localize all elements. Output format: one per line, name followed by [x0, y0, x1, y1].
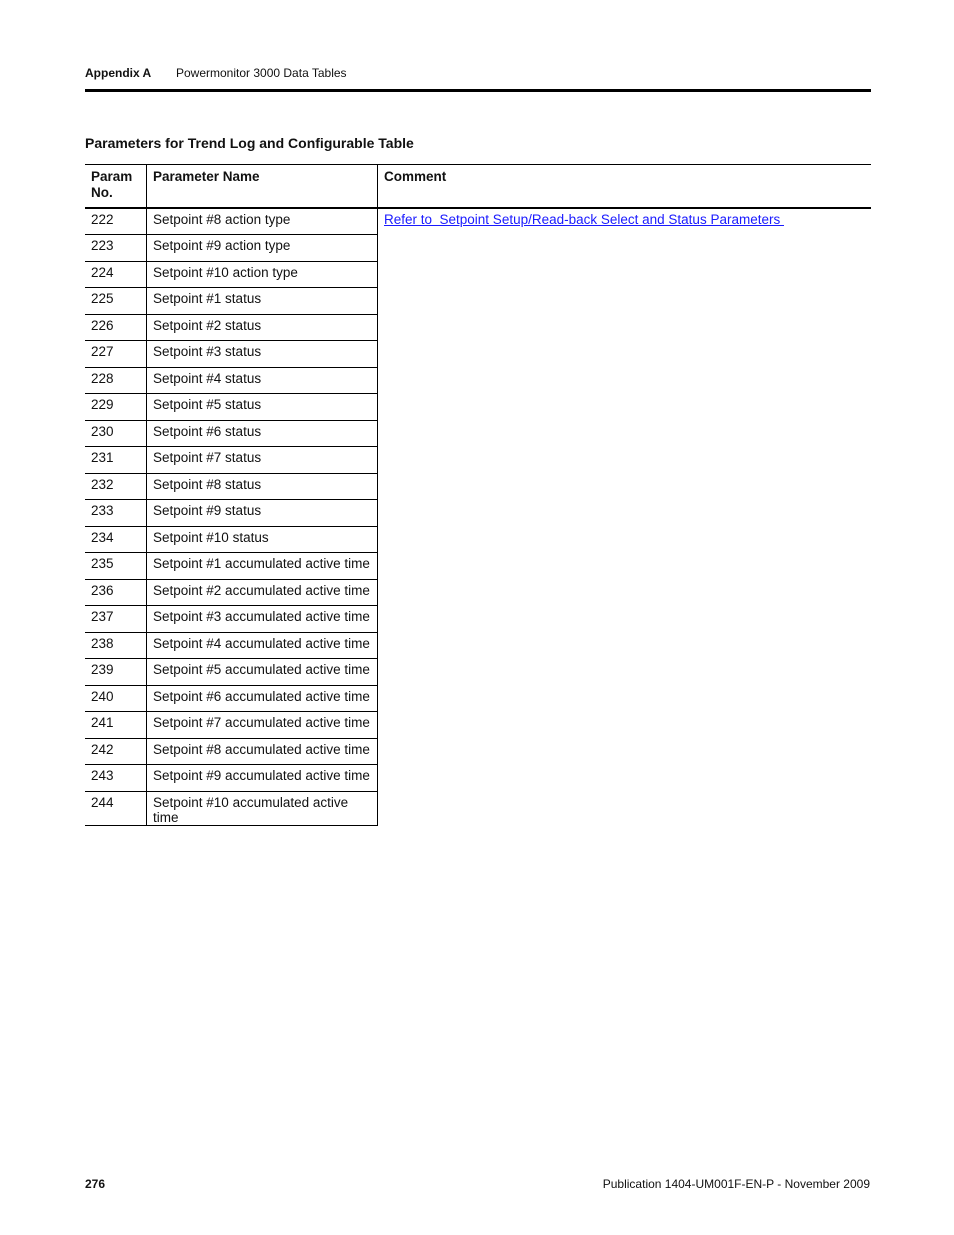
parameter-name-cell: Setpoint #1 status — [147, 288, 378, 315]
parameter-name-cell: Setpoint #10 status — [147, 526, 378, 553]
param-number-cell: 243 — [85, 765, 147, 792]
parameter-name-cell: Setpoint #3 accumulated active time — [147, 606, 378, 633]
parameter-name-cell: Setpoint #10 accumulated active time — [147, 791, 378, 825]
setpoint-parameters-link[interactable]: Refer to Setpoint Setup/Read-back Select and Status Parameters — [384, 212, 784, 227]
parameter-name-cell: Setpoint #6 status — [147, 420, 378, 447]
parameter-name-cell: Setpoint #10 action type — [147, 261, 378, 288]
param-number-cell: 241 — [85, 712, 147, 739]
page-header — [85, 66, 871, 92]
param-number-cell: 223 — [85, 235, 147, 262]
param-number-cell: 225 — [85, 288, 147, 315]
parameter-name-cell: Setpoint #5 status — [147, 394, 378, 421]
param-number-cell: 226 — [85, 314, 147, 341]
parameters-table — [85, 164, 871, 826]
param-number-cell: 240 — [85, 685, 147, 712]
parameter-name-cell: Setpoint #9 accumulated active time — [147, 765, 378, 792]
page-number: 276 — [85, 1177, 106, 1191]
table-body — [85, 208, 871, 825]
chapter-title: Powermonitor 3000 Data Tables — [176, 66, 347, 80]
table-row — [85, 208, 871, 235]
parameter-name-cell: Setpoint #8 accumulated active time — [147, 738, 378, 765]
param-number-cell: 222 — [85, 208, 147, 235]
column-header-parameter-name: Parameter Name — [147, 165, 378, 209]
parameter-name-cell: Setpoint #2 accumulated active time — [147, 579, 378, 606]
param-number-cell: 227 — [85, 341, 147, 368]
parameter-name-cell: Setpoint #5 accumulated active time — [147, 659, 378, 686]
parameter-name-cell: Setpoint #9 status — [147, 500, 378, 527]
parameter-name-cell: Setpoint #4 accumulated active time — [147, 632, 378, 659]
comment-cell — [378, 208, 872, 825]
parameter-name-cell: Setpoint #6 accumulated active time — [147, 685, 378, 712]
column-header-comment: Comment — [384, 169, 447, 184]
param-number-cell: 232 — [85, 473, 147, 500]
publication-info: Publication 1404-UM001F-EN-P - November 2009 — [602, 1177, 870, 1191]
param-number-cell: 230 — [85, 420, 147, 447]
param-number-cell: 234 — [85, 526, 147, 553]
param-number-cell: 238 — [85, 632, 147, 659]
parameter-name-cell: Setpoint #8 action type — [147, 208, 378, 235]
param-number-cell: 229 — [85, 394, 147, 421]
parameter-name-cell: Setpoint #7 status — [147, 447, 378, 474]
column-header-param-no: Param No. — [85, 165, 147, 209]
param-number-cell: 237 — [85, 606, 147, 633]
appendix-label: Appendix A — [85, 66, 152, 80]
param-number-cell: 236 — [85, 579, 147, 606]
parameter-name-cell: Setpoint #3 status — [147, 341, 378, 368]
param-number-cell: 242 — [85, 738, 147, 765]
param-number-cell: 233 — [85, 500, 147, 527]
param-number-cell: 228 — [85, 367, 147, 394]
parameter-name-cell: Setpoint #9 action type — [147, 235, 378, 262]
parameter-name-cell: Setpoint #7 accumulated active time — [147, 712, 378, 739]
parameter-name-cell: Setpoint #8 status — [147, 473, 378, 500]
parameter-name-cell: Setpoint #4 status — [147, 367, 378, 394]
param-number-cell: 235 — [85, 553, 147, 580]
param-number-cell: 244 — [85, 791, 147, 825]
parameter-name-cell: Setpoint #2 status — [147, 314, 378, 341]
parameter-name-cell: Setpoint #1 accumulated active time — [147, 553, 378, 580]
param-number-cell: 231 — [85, 447, 147, 474]
table-title: Parameters for Trend Log and Configurable Table — [85, 135, 414, 151]
table-header-row — [85, 165, 871, 209]
param-number-cell: 239 — [85, 659, 147, 686]
param-number-cell: 224 — [85, 261, 147, 288]
